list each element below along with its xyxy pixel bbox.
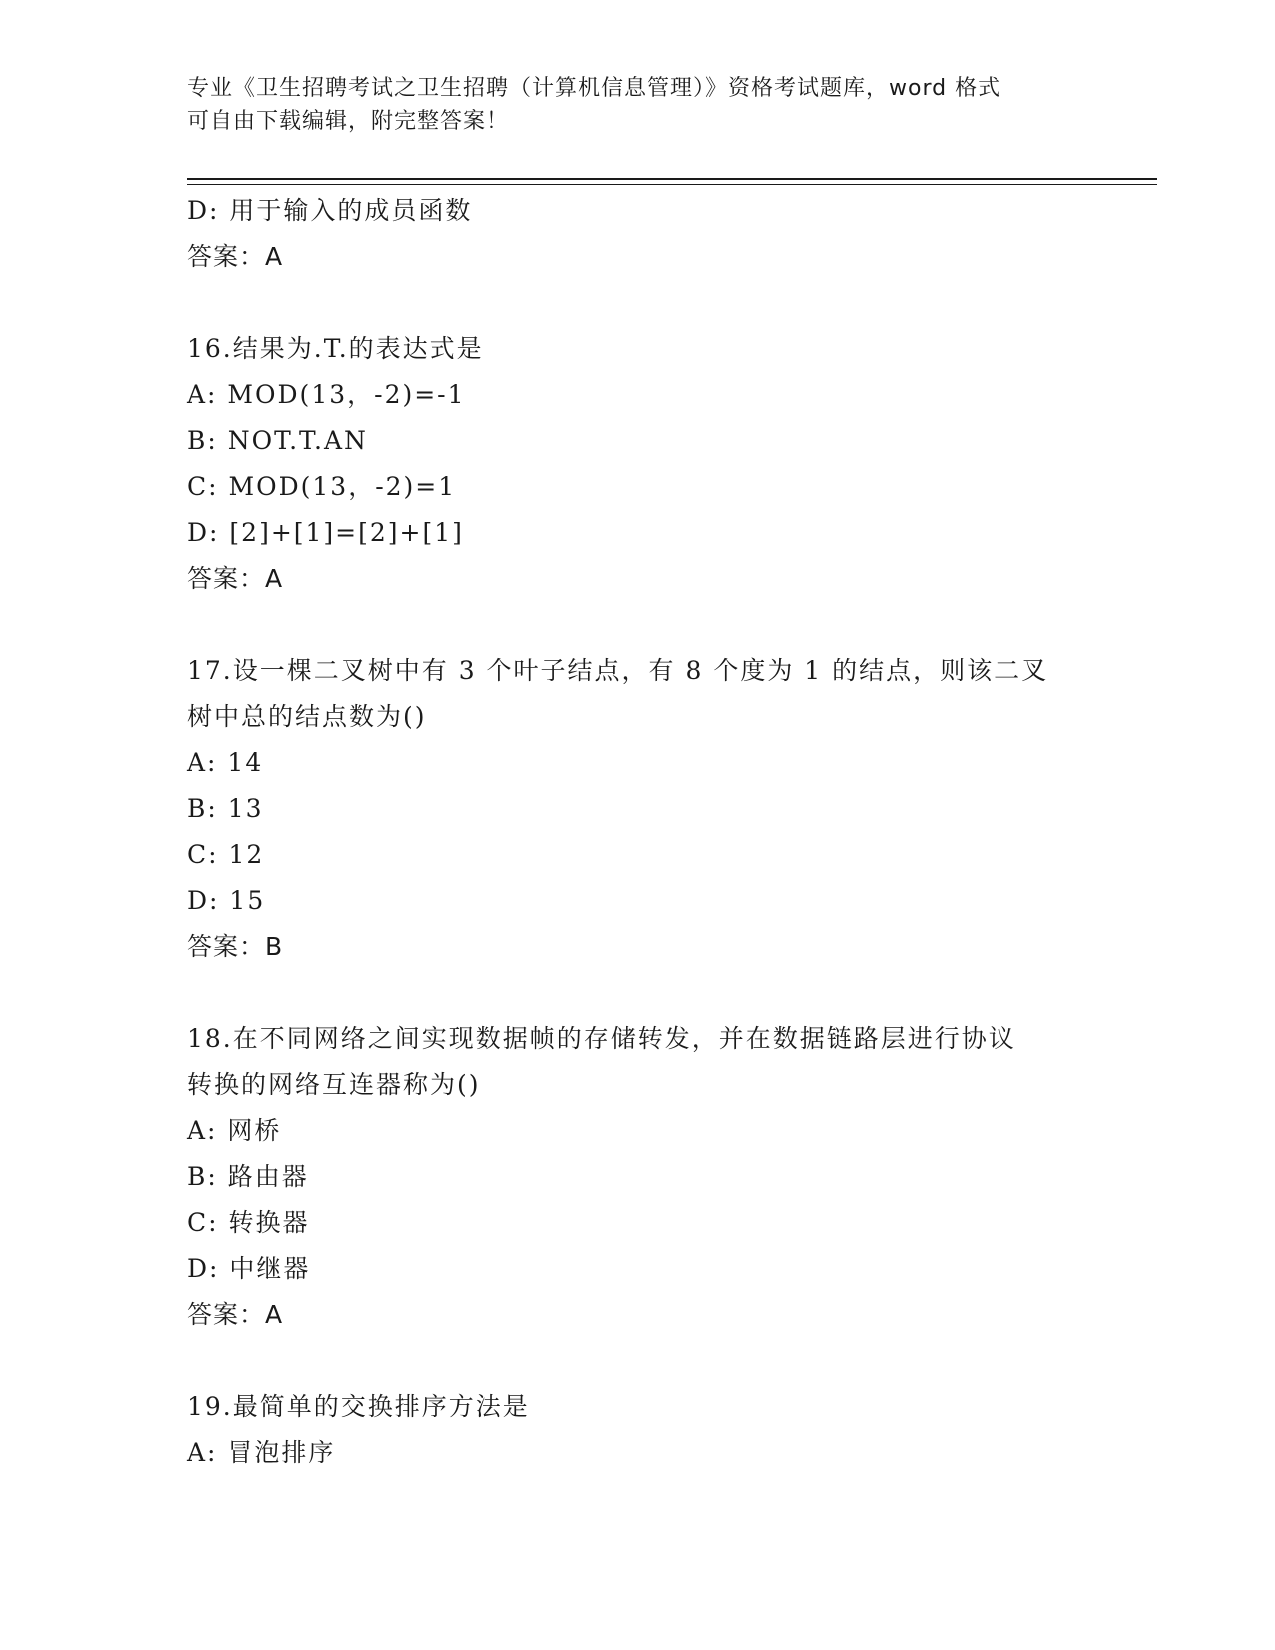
answer-line: 答案：A (187, 242, 284, 271)
option-b: B: NOT.T.AN (187, 426, 368, 455)
option-b: B: 路由器 (187, 1162, 309, 1191)
answer-line: 答案：A (187, 564, 284, 593)
option-b: B: 13 (187, 794, 264, 823)
question-stem-line-2: 树中总的结点数为() (187, 702, 427, 731)
question-19 (187, 1384, 1077, 1476)
spacer (187, 970, 1077, 1016)
question-stem-line-1: 18.在不同网络之间实现数据帧的存储转发，并在数据链路层进行协议 (187, 1024, 1016, 1053)
question-stem-line-1: 17.设一棵二叉树中有 3 个叶子结点，有 8 个度为 1 的结点，则该二叉 (187, 656, 1049, 685)
question-15-tail (187, 188, 1077, 280)
question-18 (187, 1016, 1077, 1338)
header-line-1: 专业《卫生招聘考试之卫生招聘（计算机信息管理）》资格考试题库，word 格式 (187, 76, 1002, 101)
option-c: C: 转换器 (187, 1208, 310, 1237)
option-d: D: 15 (187, 886, 266, 915)
option-c: C: MOD(13，-2)=1 (187, 472, 457, 501)
answer-line: 答案：B (187, 932, 284, 961)
option-d: D: 用于输入的成员函数 (187, 196, 473, 225)
question-stem-line-2: 转换的网络互连器称为() (187, 1070, 481, 1099)
question-16 (187, 326, 1077, 602)
spacer (187, 1338, 1077, 1384)
question-17 (187, 648, 1077, 970)
question-stem: 16.结果为.T.的表达式是 (187, 334, 484, 363)
option-a: A: 14 (187, 748, 264, 777)
option-a: A: 网桥 (187, 1116, 282, 1145)
option-c: C: 12 (187, 840, 265, 869)
header-divider-thin (187, 184, 1157, 185)
option-a: A: MOD(13，-2)=-1 (187, 380, 466, 409)
question-list (187, 188, 1077, 1476)
header-divider-thick (187, 178, 1157, 180)
option-d: D: 中继器 (187, 1254, 311, 1283)
option-a: A: 冒泡排序 (187, 1438, 336, 1467)
spacer (187, 602, 1077, 648)
spacer (187, 280, 1077, 326)
option-d: D: [2]+[1]=[2]+[1] (187, 518, 464, 547)
answer-line: 答案：A (187, 1300, 284, 1329)
document-header (187, 72, 1067, 138)
header-line-2: 可自由下载编辑，附完整答案！ (187, 109, 510, 134)
question-stem: 19.最简单的交换排序方法是 (187, 1392, 530, 1421)
